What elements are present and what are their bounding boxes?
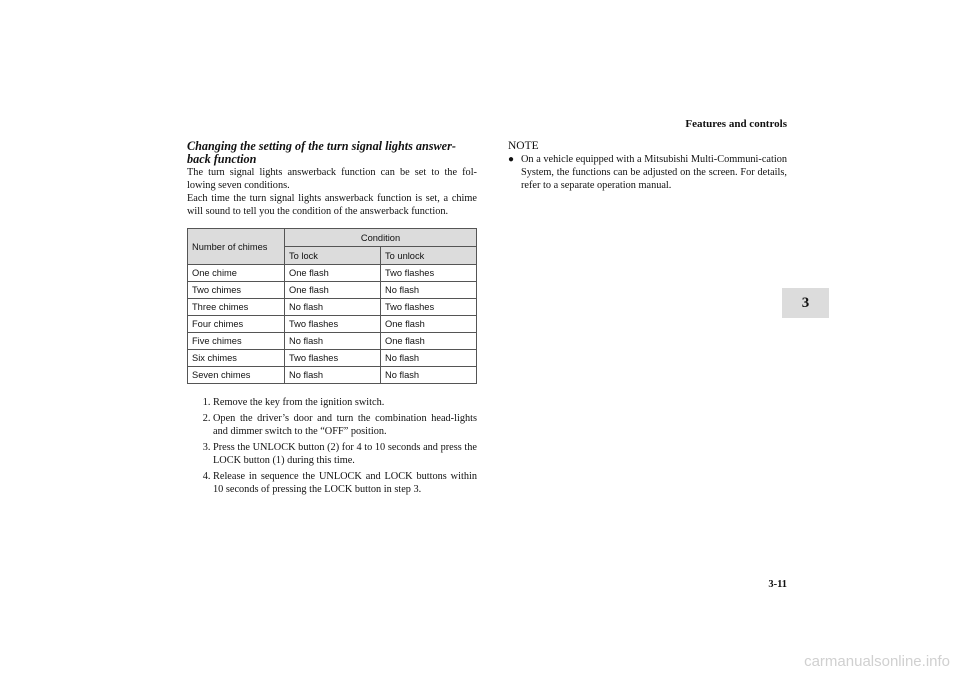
procedure-steps <box>187 396 477 496</box>
table-row <box>188 316 477 333</box>
page-number: 3-11 <box>768 579 787 590</box>
intro-paragraph-2: Each time the turn signal lights answerback function is set, a chime will sound to tell you the condition of the answerback function. <box>187 193 477 217</box>
table-row <box>188 299 477 316</box>
cell-unlock: One flash <box>381 316 477 333</box>
cell-chimes: One chime <box>188 265 285 282</box>
cell-lock: No flash <box>285 367 381 384</box>
cell-chimes: Six chimes <box>188 350 285 367</box>
filled-circle-bullet-icon: ● <box>508 154 515 165</box>
cell-lock: One flash <box>285 265 381 282</box>
running-header: Features and controls <box>685 118 787 130</box>
step-item: 1. Remove the key from the ignition switch. <box>213 396 477 409</box>
table-row <box>188 282 477 299</box>
cell-chimes: Three chimes <box>188 299 285 316</box>
cell-lock: Two flashes <box>285 350 381 367</box>
header-condition: Condition <box>285 229 477 247</box>
step-item: 3. Press the UNLOCK button (2) for 4 to 10 seconds and press the LOCK button (1) during this time. <box>213 441 477 467</box>
table-row <box>188 350 477 367</box>
cell-unlock: Two flashes <box>381 299 477 316</box>
main-column <box>187 140 477 499</box>
section-title: Changing the setting of the turn signal lights answer-back function <box>187 139 456 166</box>
note-label: NOTE <box>508 140 539 152</box>
cell-lock: Two flashes <box>285 316 381 333</box>
header-to-lock: To lock <box>285 247 381 265</box>
cell-chimes: Two chimes <box>188 282 285 299</box>
header-to-unlock: To unlock <box>381 247 477 265</box>
header-number-of-chimes: Number of chimes <box>188 229 285 265</box>
chime-conditions-table <box>187 228 477 384</box>
note-item <box>508 153 787 192</box>
cell-chimes: Four chimes <box>188 316 285 333</box>
note-column <box>508 140 787 192</box>
watermark: carmanualsonline.info <box>804 653 950 670</box>
note-text: On a vehicle equipped with a Mitsubishi Multi-Communi-cation System, the functions can be adjusted on the screen. For details, refer to a separate operation manual. <box>521 154 787 191</box>
cell-unlock: No flash <box>381 282 477 299</box>
intro-paragraph-1: The turn signal lights answerback function can be set to the fol-lowing seven conditions. <box>187 167 477 191</box>
cell-lock: No flash <box>285 333 381 350</box>
step-item: 4. Release in sequence the UNLOCK and LOCK buttons within 10 seconds of pressing the LOCK button in step 3. <box>213 470 477 496</box>
step-item: 2. Open the driver’s door and turn the combination head-lights and dimmer switch to the “OFF” position. <box>213 412 477 438</box>
cell-unlock: Two flashes <box>381 265 477 282</box>
table-row <box>188 367 477 384</box>
cell-unlock: No flash <box>381 367 477 384</box>
cell-lock: One flash <box>285 282 381 299</box>
cell-chimes: Five chimes <box>188 333 285 350</box>
table-row <box>188 265 477 282</box>
cell-chimes: Seven chimes <box>188 367 285 384</box>
table-row <box>188 333 477 350</box>
cell-lock: No flash <box>285 299 381 316</box>
chapter-tab: 3 <box>782 288 829 318</box>
cell-unlock: One flash <box>381 333 477 350</box>
cell-unlock: No flash <box>381 350 477 367</box>
